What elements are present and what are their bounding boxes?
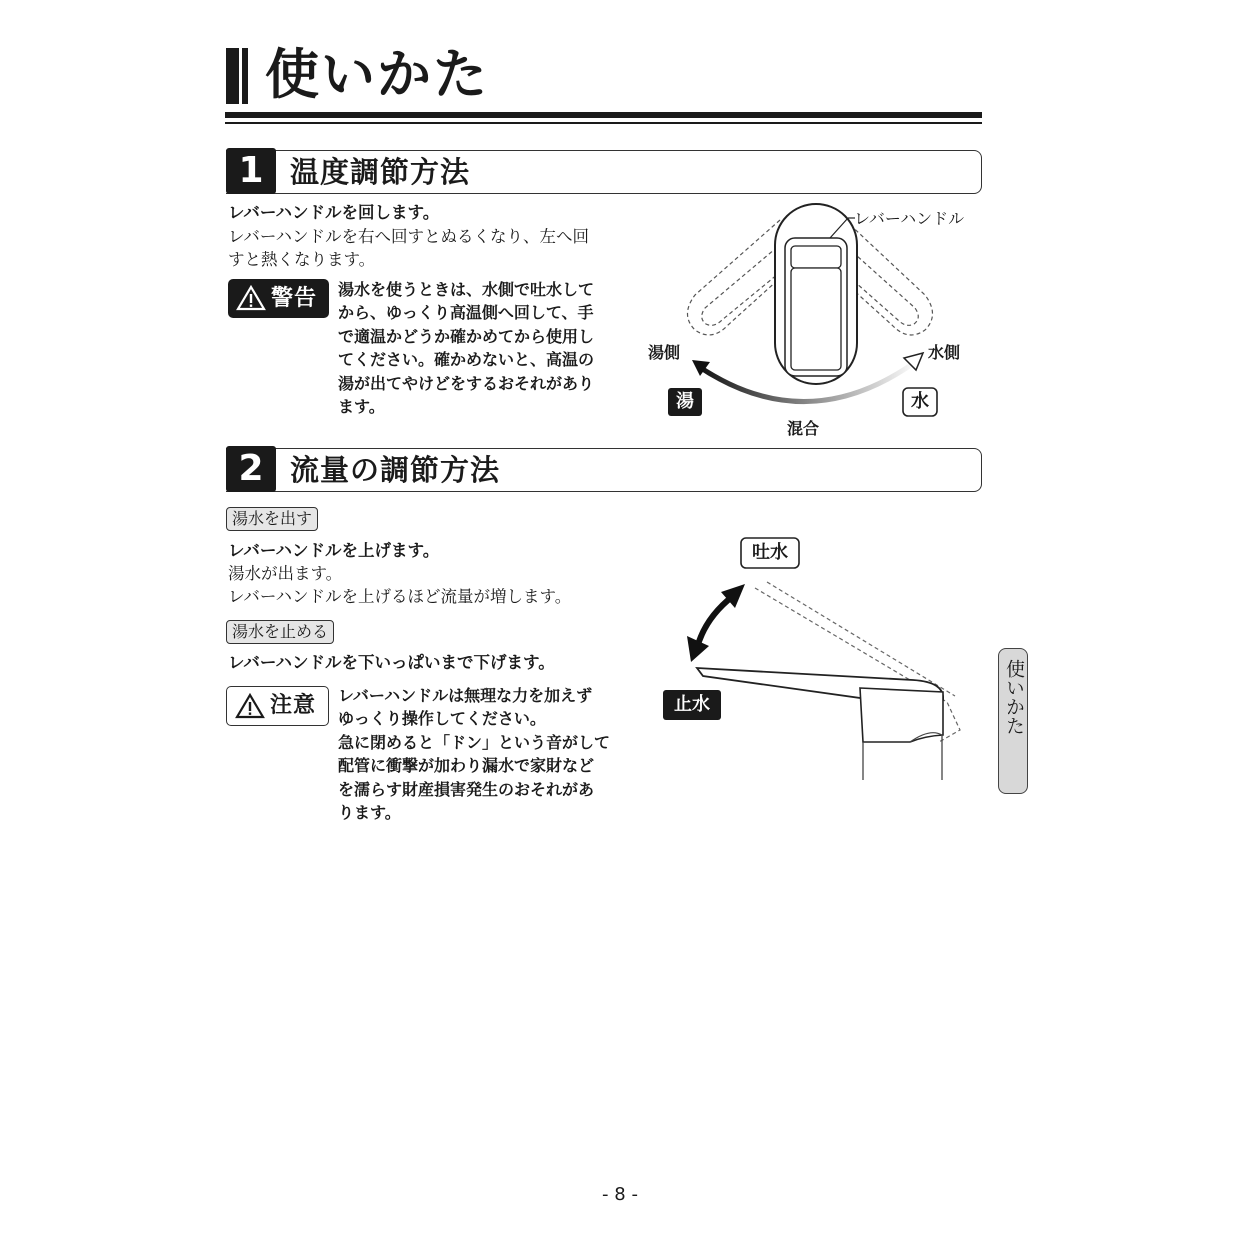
title-bar-icon — [226, 48, 248, 104]
warning-label: 警告 — [271, 286, 318, 311]
hot-badge: 湯 — [676, 391, 694, 412]
caution-label: 注意 — [270, 693, 317, 718]
title-rule — [225, 112, 982, 118]
cold-badge: 水 — [911, 391, 929, 412]
caution-text — [338, 684, 610, 824]
warning-line: で適温かどうか確かめてから使用し — [338, 326, 595, 346]
warning-line: から、ゆっくり高温側へ回して、手 — [338, 303, 594, 323]
section1-title: 温度調節方法 — [290, 155, 471, 189]
open-badge: 吐水 — [752, 542, 788, 563]
page-number: - 8 - — [602, 1184, 638, 1205]
warning-triangle-icon — [236, 285, 266, 311]
section2-start-desc: レバーハンドルを上げるほど流量が増します。 — [228, 587, 572, 606]
warning-text — [338, 278, 594, 418]
title-rule-thin — [225, 122, 982, 124]
caution-line: レバーハンドルは無理な力を加えず — [338, 686, 593, 705]
caution-line: 急に閉めると「ドン」という音がして — [338, 732, 611, 752]
side-tab-label: 使いかた — [1003, 659, 1025, 735]
hot-side-label: 湯側 — [648, 343, 681, 362]
section2-stop-instruction: レバーハンドルを下いっぱいまで下げます。 — [228, 653, 555, 672]
section2-start-desc: 湯水が出ます。 — [228, 564, 343, 583]
flow-lever-diagram — [655, 530, 975, 790]
section1-desc-line: すと熱くなります。 — [228, 250, 376, 269]
caution-line: 配管に衝撃が加わり漏水で家財など — [338, 756, 595, 776]
section2-start-instruction: レバーハンドルを上げます。 — [228, 541, 440, 560]
caution-line: を濡らす財産損害発生のおそれがあ — [338, 779, 595, 799]
section1-desc-line: レバーハンドルを右へ回すとぬるくなり、左へ回 — [228, 227, 590, 246]
section2-title: 流量の調節方法 — [290, 453, 501, 487]
caution-triangle-icon — [235, 693, 265, 719]
page-title: 使いかた — [265, 43, 489, 106]
close-badge: 止水 — [674, 694, 710, 715]
warning-line: てください。確かめないと、高温の — [338, 350, 595, 370]
warning-line: 湯が出てやけどをするおそれがあり — [338, 373, 595, 393]
warning-badge — [228, 279, 329, 318]
caution-badge — [226, 686, 329, 726]
warning-line: ます。 — [338, 397, 385, 417]
chip-start-water: 湯水を出す — [226, 507, 318, 531]
mix-label: 混合 — [787, 419, 820, 438]
caution-line: ゆっくり操作してください。 — [338, 709, 546, 729]
section1-instruction: レバーハンドルを回します。 — [228, 203, 440, 222]
cold-side-label: 水側 — [928, 343, 961, 362]
section2-number: 2 — [226, 446, 276, 492]
section1-number: 1 — [226, 148, 276, 194]
lever-label: レバーハンドル — [854, 209, 965, 228]
chip-stop-water: 湯水を止める — [226, 620, 334, 644]
side-tab — [998, 648, 1028, 794]
caution-line: ります。 — [338, 803, 401, 823]
warning-line: 湯水を使うときは、水側で吐水して — [338, 280, 595, 299]
